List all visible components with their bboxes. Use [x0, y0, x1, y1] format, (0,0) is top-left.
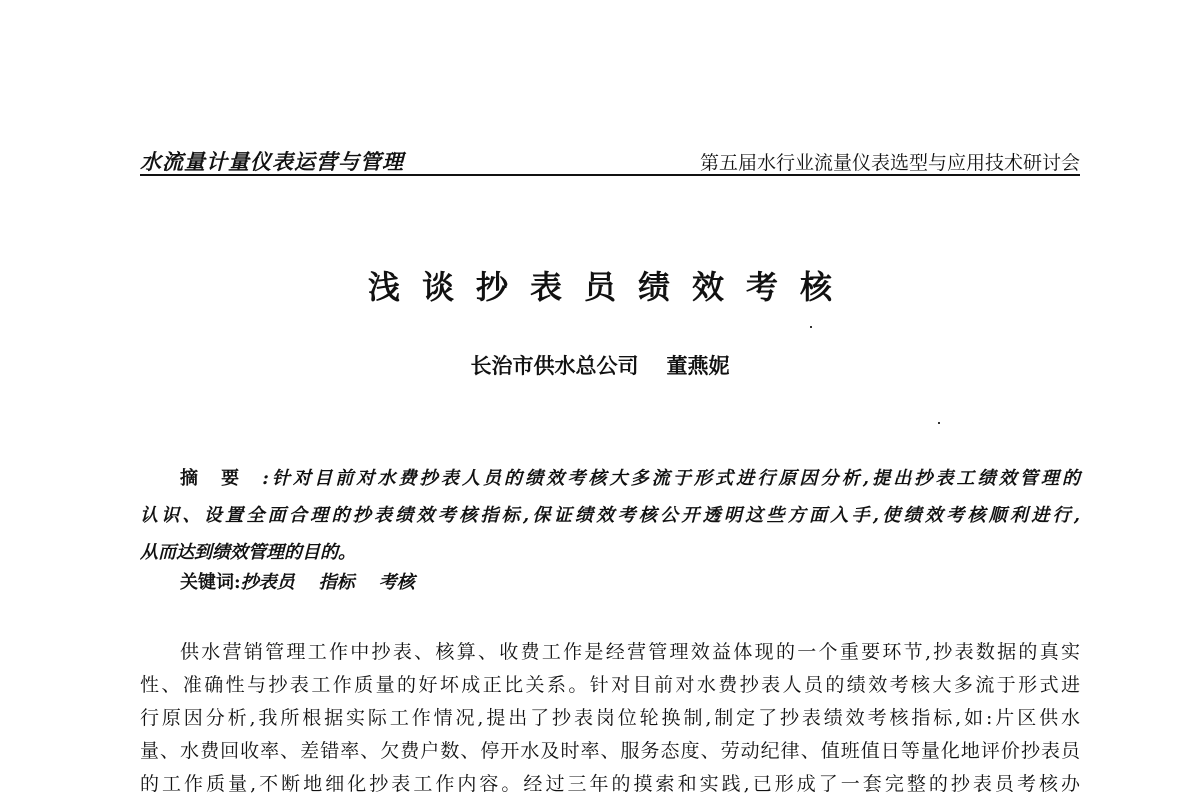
conference-name: 第五届水行业流量仪表选型与应用技术研讨会 [699, 152, 1080, 174]
abstract-line: 认识、设置全面合理的抄表绩效考核指标,保证绩效考核公开透明这些方面入手,使绩效考核顺利进行, [140, 505, 1080, 526]
scan-speck [938, 422, 940, 424]
article-title: 浅谈抄表员绩效考核 [367, 268, 854, 306]
author-name: 董燕妮 [666, 353, 730, 378]
body-line: 的工作质量,不断地细化抄表工作内容。经过三年的摸索和实践,已形成了一套完整的抄表员考核办 [140, 773, 1080, 795]
scan-speck [810, 326, 812, 328]
keyword: 考核 [378, 572, 415, 593]
body-line: 供水营销管理工作中抄表、核算、收费工作是经营管理效益体现的一个重要环节,抄表数据的真实 [180, 641, 1080, 663]
body-line: 性、准确性与抄表工作质量的好坏成正比关系。针对目前对水费抄表人员的绩效考核大多流于形式进 [140, 674, 1080, 696]
abstract-line [140, 460, 1080, 497]
abstract-text: :针对目前对水费抄表人员的绩效考核大多流于形式进行原因分析,提出抄表工绩效管理的 [262, 468, 1080, 489]
abstract-line: 从而达到绩效管理的目的。 [140, 542, 356, 563]
body-paragraph [140, 636, 1080, 797]
byline [0, 350, 1200, 380]
keywords-label: 关键词: [180, 572, 241, 593]
abstract-label: 摘要 [180, 468, 263, 489]
body-line: 行原因分析,我所根据实际工作情况,提出了抄表岗位轮换制,制定了抄表绩效考核指标,如:片区供水 [140, 707, 1080, 729]
body-line: 量、水费回收率、差错率、欠费户数、停开水及时率、服务态度、劳动纪律、值班值日等量化地评价抄表员 [140, 740, 1080, 762]
series-title: 水流量计量仪表运营与管理 [140, 149, 404, 174]
running-header [140, 144, 1080, 176]
keyword: 抄表员 [240, 572, 295, 593]
keywords [180, 568, 439, 594]
keyword: 指标 [318, 572, 355, 593]
affiliation: 长治市供水总公司 [470, 353, 639, 378]
abstract [140, 460, 1080, 571]
